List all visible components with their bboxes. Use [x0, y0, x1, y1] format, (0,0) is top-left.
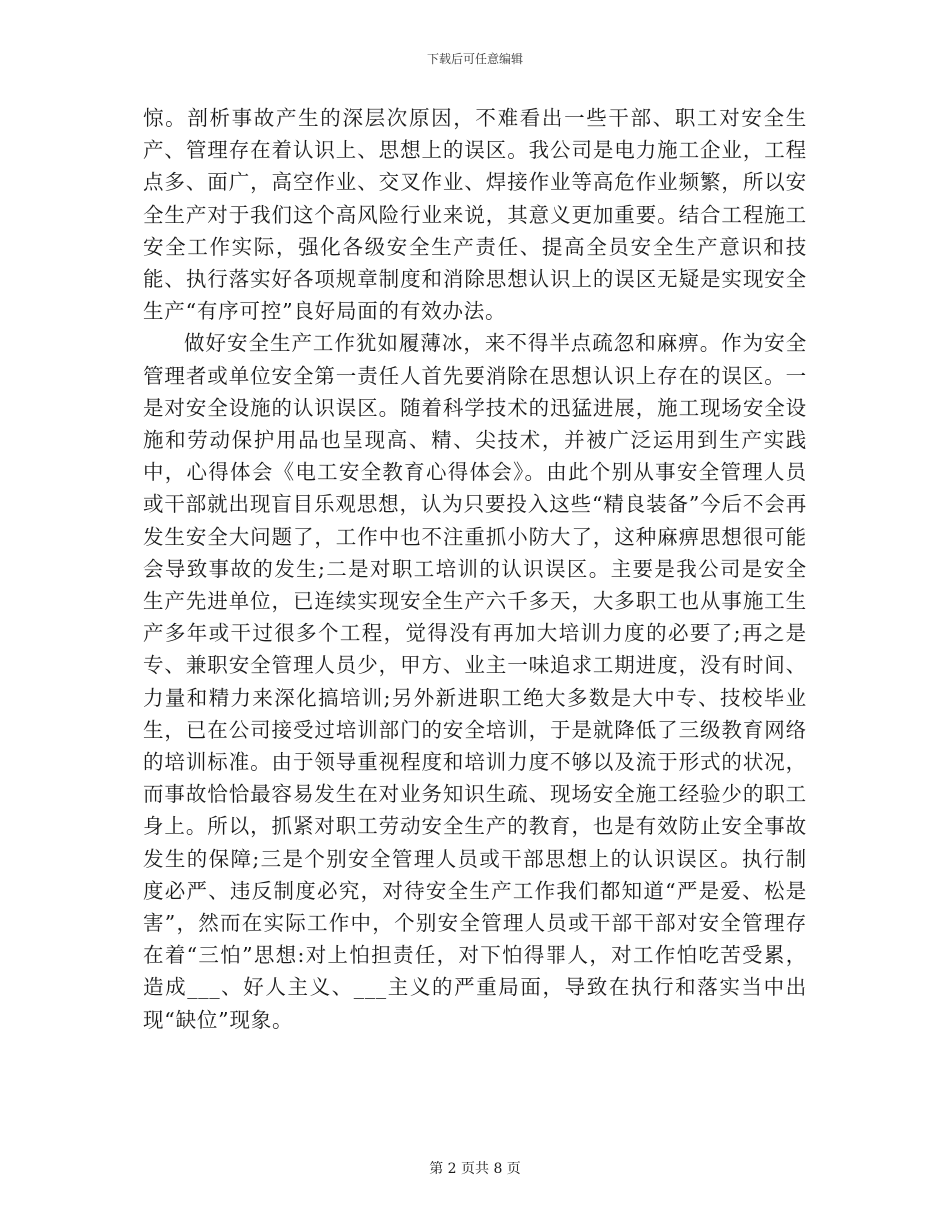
paragraph-2: 做好安全生产工作犹如履薄冰，来不得半点疏忽和麻痹。作为安全管理者或单位安全第一责任人首先要消除在思想认识上存在的误区。一是对安全设施的认识误区。随着科学技术的迅猛进展，施工现场安全设施和劳动保护用品也呈现高、精、尖技术，并被广泛运用到生产实践中，心得体会《电工安全教育心得体会》。由此个别从事安全管理人员或干部就出现盲目乐观思想，认为只要投入这些“精良装备”今后不会再发生安全大问题了，工作中也不注重抓小防大了，这种麻痹思想很可能会导致事故的发生;二是对职工培训的认识误区。主要是我公司是安全生产先进单位，已连续实现安全生产六千多天，大多职工也从事施工生产多年或干过很多个工程，觉得没有再加大培训力度的必要了;再之是专、兼职安全管理人员少，甲方、业主一味追求工期进度，没有时间、力量和精力来深化搞培训;另外新进职工绝大多数是大中专、技校毕业生，已在公司接受过培训部门的安全培训，于是就降低了三级教育网络的培训标准。由于领导重视程度和培训力度不够以及流于形式的状况，而事故恰恰最容易发生在对业务知识生疏、现场安全施工经验少的职工身上。所以，抓紧对职工劳动安全生产的教育，也是有效防止安全事故发生的保障;三是个别安全管理人员或干部思想上的认识误区。执行制度必严、违反制度必究，对待安全生产工作我们都知道“严是爱、松是害”，然而在实际工作中，个别安全管理人员或干部干部对安全管理存在着“三怕”思想:对上怕担责任，对下怕得罪人，对工作怕吃苦受累，造成___、好人主义、___主义的严重局面，导致在执行和落实当中出现“缺位”现象。 — [143, 331, 807, 1032]
paragraph-1: 惊。剖析事故产生的深层次原因，不难看出一些干部、职工对安全生产、管理存在着认识上、思想上的误区。我公司是电力施工企业，工程点多、面广，高空作业、交叉作业、焊接作业等高危作业频繁，所以安全生产对于我们这个高风险行业来说，其意义更加重要。结合工程施工安全工作实际，强化各级安全生产责任、提高全员安全生产意识和技能、执行落实好各项规章制度和消除思想认识上的误区无疑是实现安全生产“有序可控”良好局面的有效办法。 — [143, 106, 807, 324]
document-body — [143, 102, 807, 1036]
page-footer: 第 2 页共 8 页 — [429, 1161, 521, 1177]
page-header: 下载后可任意编辑 — [426, 52, 523, 66]
